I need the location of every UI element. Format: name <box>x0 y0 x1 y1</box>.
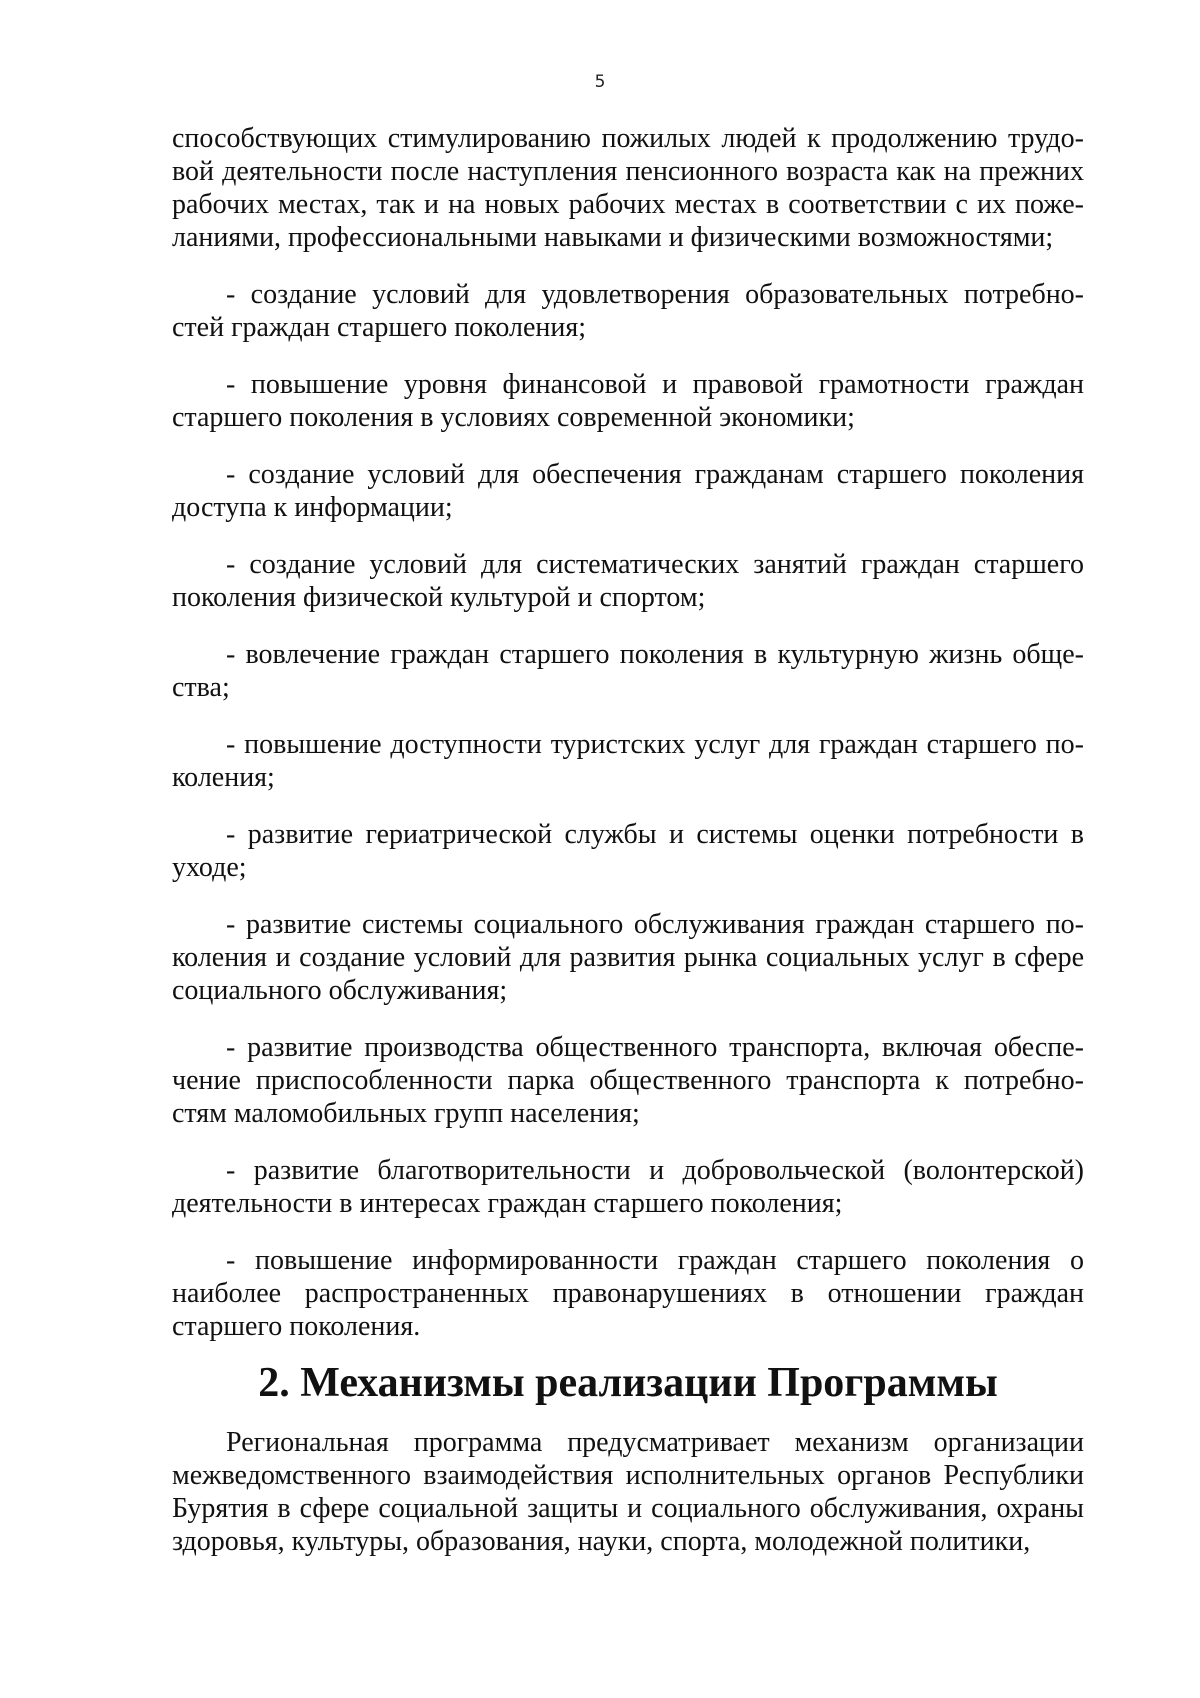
paragraph-continuation: способствующих стимулированию пожилых людей к продолжению трудо-вой деятельности после наступления пенсионного возраста как на прежних рабочих местах, так и на новых рабочих местах в соответствии с их поже-ланиями, профессиональными навыками и физическими возможностями; <box>172 123 1084 253</box>
section-paragraph: Региональная программа предусматривает механизм организации межведомственного взаимодействия исполнительных органов Республики Бурятия в сфере социальной защиты и социального обслуживания, охраны здоровья, культуры, образования, науки, спорта, молодежной политики, <box>172 1427 1084 1557</box>
list-item: - развитие производства общественного транспорта, включая обеспе-чение приспособленности парка общественного транспорта к потребно-стям маломобильных групп населения; <box>172 1032 1084 1129</box>
page-number: 5 <box>594 72 606 92</box>
list-item: - развитие благотворительности и добровольческой (волонтерской) деятельности в интересах граждан старшего поколения; <box>172 1155 1084 1219</box>
list-item: - повышение информированности граждан старшего поколения о наиболее распространенных правонарушениях в отношении граждан старшего поколения. <box>172 1245 1084 1342</box>
list-item: - создание условий для систематических занятий граждан старшего поколения физической культурой и спортом; <box>172 549 1084 613</box>
list-item: - вовлечение граждан старшего поколения в культурную жизнь обще-ства; <box>172 639 1084 703</box>
list-item: - развитие системы социального обслуживания граждан старшего по-коления и создание условий для развития рынка социальных услуг в сфере социального обслуживания; <box>172 909 1084 1006</box>
list-item: - создание условий для удовлетворения образовательных потребно-стей граждан старшего поколения; <box>172 279 1084 343</box>
document-body <box>172 122 1084 1582</box>
list-item: - развитие гериатрической службы и системы оценки потребности в уходе; <box>172 819 1084 883</box>
list-item: - повышение уровня финансовой и правовой грамотности граждан старшего поколения в условиях современной экономики; <box>172 369 1084 433</box>
list-item: - создание условий для обеспечения гражданам старшего поколения доступа к информации; <box>172 459 1084 523</box>
list-item: - повышение доступности туристских услуг для граждан старшего по-коления; <box>172 729 1084 793</box>
section-heading: 2. Механизмы реализации Программы <box>258 1360 998 1406</box>
